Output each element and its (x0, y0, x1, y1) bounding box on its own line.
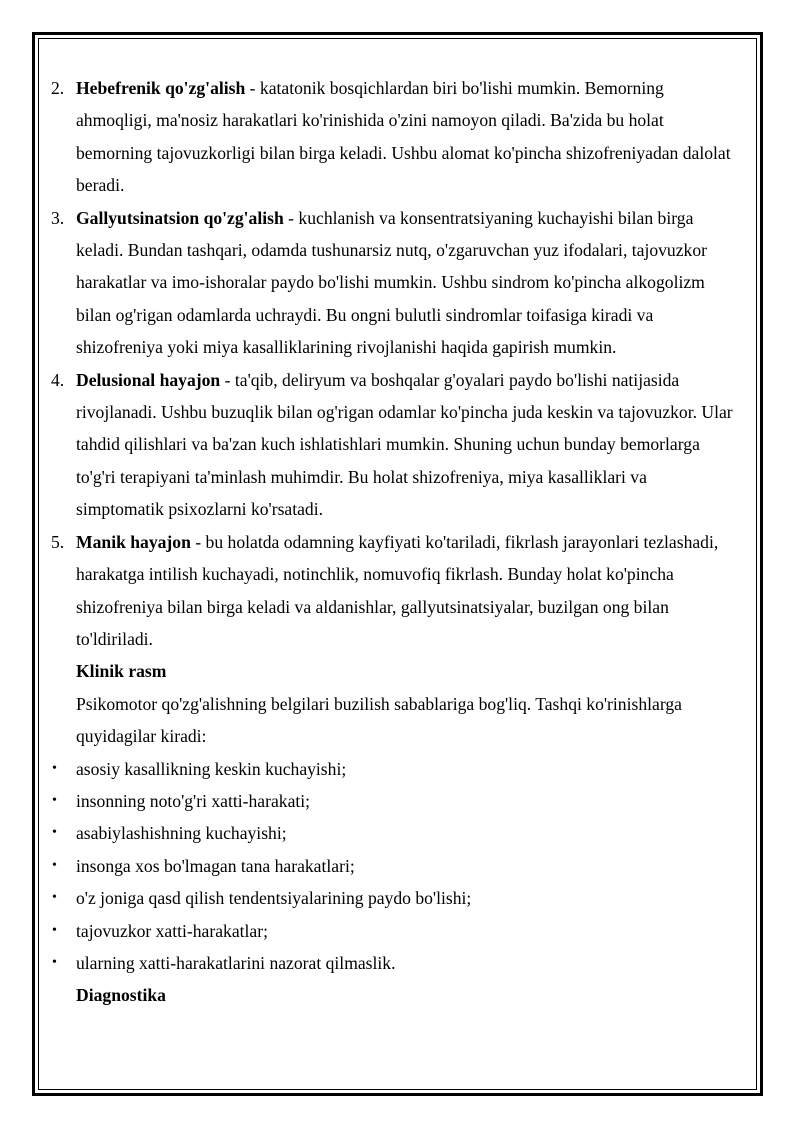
bullet-item (47, 785, 737, 817)
bullet-item (47, 915, 737, 947)
numbered-item-5 (47, 526, 737, 656)
numbered-item-4 (47, 364, 737, 526)
clinical-intro: Psikomotor qo'zg'alishning belgilari buzilish sabablariga bog'liq. Tashqi ko'rinishlarga quyidagilar kiradi: (76, 693, 682, 747)
bullet-icon: • (52, 857, 57, 873)
clinical-heading: Klinik rasm (76, 661, 167, 682)
bullet-text: asabiylashishning kuchayishi; (76, 823, 287, 844)
diagnostics-heading: Diagnostika (76, 985, 166, 1006)
bullet-icon: • (52, 922, 57, 938)
bullet-icon: • (52, 825, 57, 841)
bullet-icon: • (52, 890, 57, 906)
bullet-text: o'z joniga qasd qilish tendentsiyalarining paydo bo'lishi; (76, 888, 472, 909)
bullet-icon: • (52, 954, 57, 970)
document-body (47, 72, 737, 1012)
item-number: 2. (51, 78, 65, 98)
bullet-item (47, 817, 737, 849)
numbered-item-3 (47, 202, 737, 364)
item-number: 5. (51, 531, 65, 552)
bullet-item (47, 947, 737, 979)
bullet-text: insonning noto'g'ri xatti-harakati; (76, 790, 311, 811)
item-number: 4. (51, 369, 65, 390)
item-text: - ta'qib, deliryum va boshqalar g'oyalari paydo bo'lishi natijasida rivojlanadi. Ushbu buzuqlik bilan og'rigan odamlar ko'pincha juda keskin va tajovuzkor. Ular tahdid qilishlari va ba'zan kuch ishlatishlari mumkin. Shuning uchun bunday bemorlarga to'g'ri terapiyani ta'minlash muhimdir. Bu holat shizofreniya, miya kasalliklari va simptomatik psixozlarni ko'rsatadi. (76, 369, 733, 520)
item-number: 3. (51, 207, 65, 228)
bullet-item (47, 753, 737, 785)
item-term: Manik hayajon (76, 531, 191, 552)
item-term: Hebefrenik qo'zg'alish (76, 78, 246, 98)
item-text: - kuchlanish va konsentratsiyaning kuchayishi bilan birga keladi. Bundan tashqari, odamda tushunarsiz nutq, o'zgaruvchan yuz ifodalari, tajovuzkor harakatlar va imo-ishoralar paydo bo'lishi mumkin. Ushbu sindrom ko'pincha alkogolizm bilan og'rigan odamlarda uchraydi. Bu ongni bulutli sindromlar toifasiga kiradi va shizofreniya yoki miya kasalliklarining rivojlanishi haqida gapirish mumkin. (76, 207, 707, 358)
item-term: Delusional hayajon (76, 369, 221, 390)
item-term: Gallyutsinatsion qo'zg'alish (76, 207, 284, 228)
bullet-text: ularning xatti-harakatlarini nazorat qilmaslik. (76, 952, 396, 973)
bullet-item (47, 882, 737, 914)
bullet-text: asosiy kasallikning keskin kuchayishi; (76, 758, 347, 779)
numbered-item-2 (47, 72, 737, 202)
bullet-text: insonga xos bo'lmagan tana harakatlari; (76, 855, 355, 876)
bullet-icon: • (52, 792, 57, 808)
bullet-item (47, 850, 737, 882)
bullet-icon: • (52, 760, 57, 776)
item-text: - katatonik bosqichlardan biri bo'lishi mumkin. Bemorning ahmoqligi, ma'nosiz harakatlari ko'rinishida o'zini namoyon qiladi. Ba'zida bu holat bemorning tajovuzkorligi bilan birga keladi. Ushbu alomat ko'pincha shizofreniyadan dalolat beradi. (76, 78, 731, 196)
item-text: - bu holatda odamning kayfiyati ko'tariladi, fikrlash jarayonlari tezlashadi, harakatga intilish kuchayadi, notinchlik, nomuvofiq fikrlash. Bunday holat ko'pincha shizofreniya bilan birga keladi va aldanishlar, gallyutsinatsiyalar, buzilgan ong bilan to'ldiriladi. (76, 531, 719, 649)
bullet-text: tajovuzkor xatti-harakatlar; (76, 920, 268, 941)
